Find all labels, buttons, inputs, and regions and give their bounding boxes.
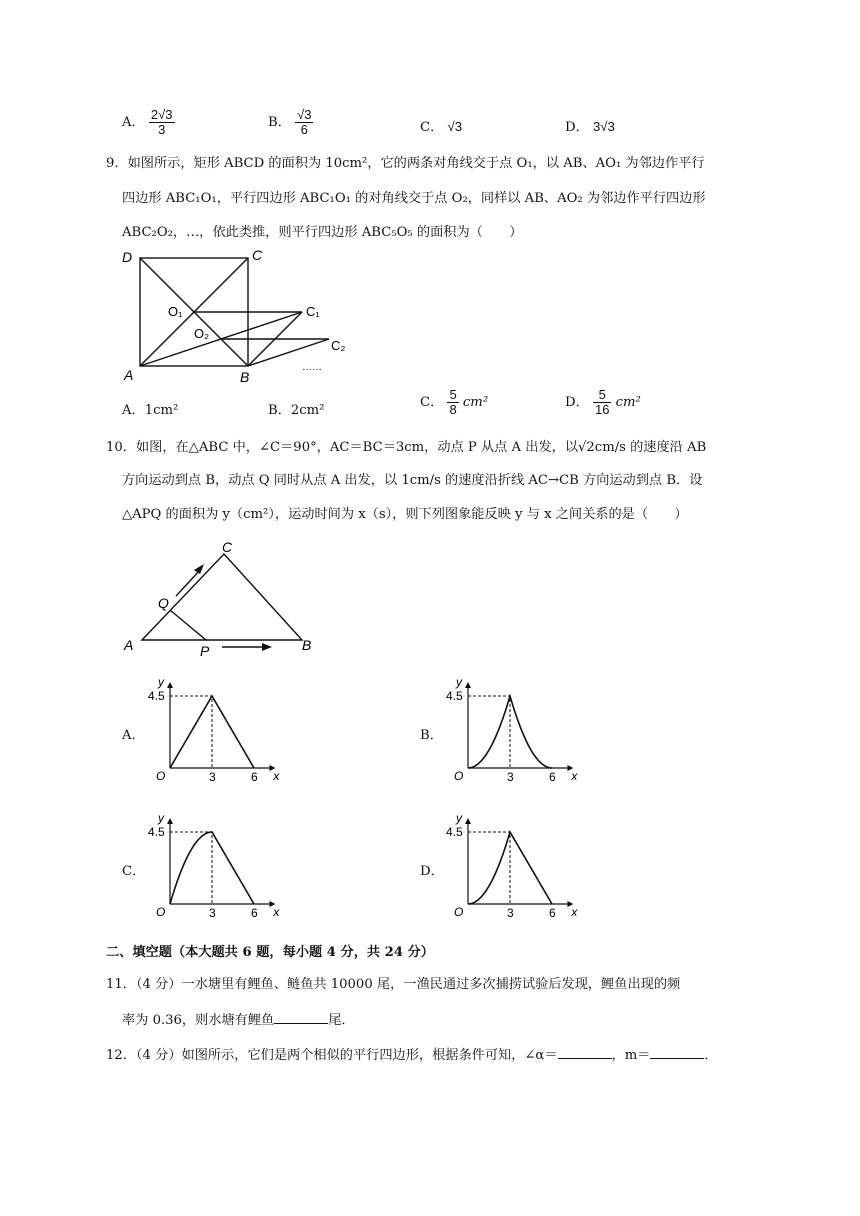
fraction [447,388,458,417]
denominator: 16 [594,402,610,417]
label-dots: …… [302,362,322,373]
section-title: 二、填空题（本大题共 6 题，每小题 4 分，共 24 分） [106,945,434,960]
label-D: D [122,249,133,265]
x-tick-6: 6 [549,906,556,920]
q8-option-d [565,116,615,135]
q11-text-line1: 11．（4 分）一水塘里有鲤鱼、鲢鱼共 10000 尾，一渔民通过多次捕捞试验后发现，鲤鱼出现的频 [106,977,681,992]
y-axis-label: y [456,811,462,825]
option-value: 3√3 [592,119,615,134]
x-axis-label: x [273,905,280,919]
option-label: B． [268,403,291,418]
q10-option-a-label: A． [122,728,145,743]
option-label: A． [122,115,145,130]
x-tick-3: 3 [507,770,514,784]
q12-m-blank[interactable] [650,1046,704,1059]
q9-option-a [122,399,178,418]
q9-text-line1: 9．如图所示，矩形 ABCD 的面积为 10cm²，它的两条对角线交于点 O₁，以 AB、AO₁ 为邻边作平行 [106,156,705,171]
label-B: B [302,637,312,653]
origin-label: O [454,905,464,919]
q12-text-end: ． [704,1048,718,1063]
q10-triangle-figure [118,532,322,662]
q8-option-a [122,108,175,137]
q10-option-b-label: B． [420,728,443,743]
q10-text-line1: 10．如图，在△ABC 中，∠C＝90°，AC＝BC＝3cm，动点 P 从点 A 出发，以√2cm/s 的速度沿 AB [106,440,707,455]
label-O2: O₂ [194,326,210,341]
x-tick-3: 3 [209,770,216,784]
q10-text-line3: △APQ 的面积为 y（cm²），运动时间为 x（s），则下列图象能反映 y 与 x 之间关系的是（ ） [122,507,688,522]
q10-text-line2: 方向运动到点 B，动点 Q 同时从点 A 出发，以 1cm/s 的速度沿折线 AC→CB 方向运动到点 B．设 [122,473,703,488]
q9-figure [118,246,350,386]
label-A: A [124,637,134,653]
x-axis-label: x [571,905,578,919]
label-P: P [200,643,210,659]
q12-alpha-blank[interactable] [558,1046,612,1059]
option-label: D． [565,395,589,410]
x-axis-label: x [571,769,578,783]
label-O1: O₁ [168,304,183,319]
dashed-guide [468,696,510,768]
origin-label: O [156,769,166,783]
q11-answer-blank[interactable] [274,1011,328,1024]
label-C1: C₁ [306,304,320,319]
q9-text-line3: ABC₂O₂，…，依此类推，则平行四边形 ABC₅O₅ 的面积为（ ） [122,225,523,240]
option-label: D． [565,120,589,135]
q11-text-after-blank: 尾． [328,1013,355,1028]
unit: cm² [462,395,489,410]
q12-text [106,1046,718,1065]
unit: cm² [615,395,641,410]
option-label: C． [420,120,444,135]
y-axis-arrow [465,682,471,688]
y-max-label: 4.5 [446,689,463,703]
q9-text-line2: 四边形 ABC₁O₁，平行四边形 ABC₁O₁ 的对角线交于点 O₂，同样以 AB、AO₂ 为邻边作平行四边形 [122,191,706,206]
q11-text-line2 [122,1011,355,1030]
option-value: 2cm² [290,403,325,418]
q9-option-b [268,399,324,418]
fraction [295,108,313,137]
option-value: 1cm² [144,403,179,418]
denominator: 8 [449,402,457,417]
dashed-guide [468,832,510,904]
denominator: 3 [158,122,166,137]
x-tick-6: 6 [251,770,258,784]
numerator: 2√3 [150,107,173,122]
y-max-label: 4.5 [446,825,463,839]
q10-graph-c [148,811,280,922]
q8-option-c [420,116,462,135]
y-axis-label: y [158,811,164,825]
y-axis-arrow [465,818,471,824]
q10-graph-a [148,675,280,786]
option-label: C． [420,395,444,410]
numerator: 5 [593,388,611,403]
y-axis-label: y [456,675,462,689]
numerator: √3 [297,107,312,122]
origin-label: O [156,905,166,919]
y-max-label: 4.5 [148,689,165,703]
x-tick-3: 3 [507,906,514,920]
label-C: C [252,247,263,263]
x-tick-3: 3 [209,906,216,920]
y-max-label: 4.5 [148,825,165,839]
q11-text-before-blank: 率为 0.36，则水塘有鲤鱼 [122,1013,275,1028]
option-value: √3 [447,119,463,134]
y-axis-label: y [158,675,164,689]
label-C: C [222,539,233,555]
x-axis-label: x [273,769,280,783]
dashed-guide [170,832,212,904]
label-A: A [124,367,134,383]
q9-option-d [565,388,641,417]
q9-option-c [420,388,488,417]
label-Q: Q [158,595,169,611]
label-B: B [240,369,250,385]
x-tick-6: 6 [251,906,258,920]
origin-label: O [454,769,464,783]
label-C2: C₂ [331,338,346,353]
q10-graph-d [446,811,578,922]
denominator: 6 [300,122,308,137]
q10-graph-b [446,675,578,786]
option-label: B． [268,115,291,130]
fraction [593,388,611,417]
q12-text-before-blank: 12．（4 分）如图所示，它们是两个相似的平行四边形，根据条件可知，∠α＝ [106,1048,558,1063]
q12-text-middle: ，m＝ [611,1048,651,1063]
y-axis-arrow [167,682,173,688]
q8-option-b [268,108,313,137]
fraction [149,108,175,137]
option-label: A． [122,403,145,418]
numerator: 5 [449,387,457,402]
x-tick-6: 6 [549,770,556,784]
y-axis-arrow [167,818,173,824]
q10-option-d-label: D． [420,864,444,879]
q10-option-c-label: C． [122,864,146,879]
